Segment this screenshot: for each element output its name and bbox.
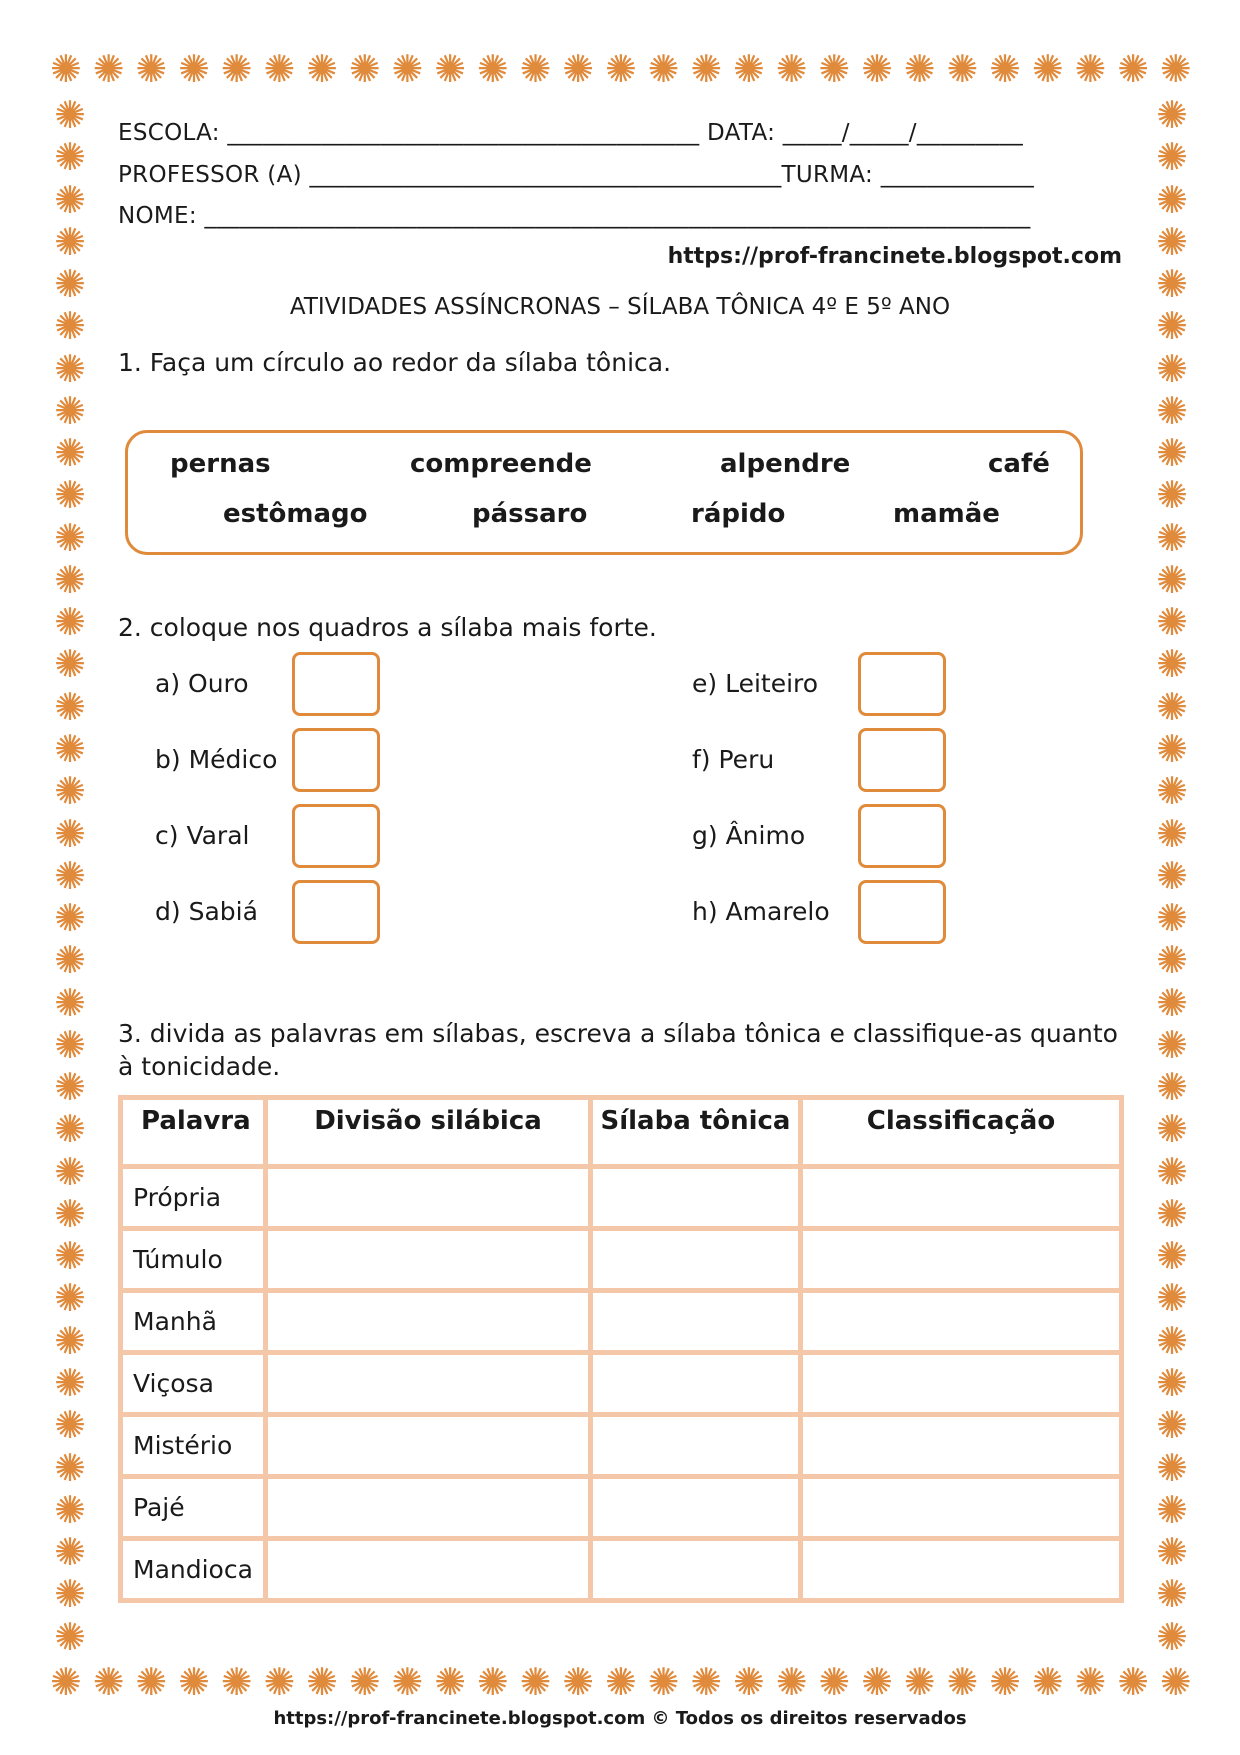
flower-icon: ✺ bbox=[604, 1660, 637, 1704]
word-item: mamãe bbox=[893, 499, 1000, 529]
flower-icon: ✺ bbox=[54, 1149, 86, 1194]
syllable-table bbox=[118, 1095, 1124, 1603]
word-cell: Manhã bbox=[123, 1293, 263, 1350]
flower-icon: ✺ bbox=[54, 473, 86, 518]
table-row bbox=[123, 1541, 1119, 1598]
answer-box[interactable] bbox=[292, 880, 380, 944]
classification-cell[interactable] bbox=[803, 1169, 1119, 1226]
flower-icon: ✺ bbox=[54, 938, 86, 983]
flower-icon: ✺ bbox=[348, 1660, 381, 1704]
flower-icon: ✺ bbox=[1156, 1149, 1188, 1194]
flower-icon: ✺ bbox=[1156, 684, 1188, 729]
flower-icon: ✺ bbox=[54, 262, 86, 307]
item-label: g) Ânimo bbox=[692, 821, 806, 850]
item-label: a) Ouro bbox=[155, 669, 249, 698]
flower-icon: ✺ bbox=[54, 388, 86, 433]
flower-icon: ✺ bbox=[1117, 1660, 1150, 1704]
flower-icon: ✺ bbox=[1156, 853, 1188, 898]
tonic-cell[interactable] bbox=[593, 1355, 798, 1412]
flower-icon: ✺ bbox=[1156, 1360, 1188, 1405]
flower-icon: ✺ bbox=[775, 1660, 808, 1704]
answer-box[interactable] bbox=[858, 728, 946, 792]
flower-icon: ✺ bbox=[54, 1234, 86, 1279]
flower-icon: ✺ bbox=[989, 1660, 1021, 1704]
flower-icon: ✺ bbox=[690, 1660, 723, 1704]
word-cell: Viçosa bbox=[123, 1355, 263, 1412]
flower-icon: ✺ bbox=[1156, 938, 1188, 983]
flower-icon: ✺ bbox=[1156, 980, 1188, 1025]
teacher-class-line: PROFESSOR (A) ________________________________________TURMA: _____________ bbox=[118, 162, 1035, 188]
flower-icon: ✺ bbox=[476, 1660, 509, 1704]
item-label: c) Varal bbox=[155, 821, 250, 850]
flower-icon: ✺ bbox=[1031, 47, 1064, 91]
flower-icon: ✺ bbox=[946, 47, 979, 91]
page-title: ATIVIDADES ASSÍNCRONAS – SÍLABA TÔNICA 4º E 5º ANO bbox=[289, 294, 951, 320]
flower-icon: ✺ bbox=[733, 1660, 765, 1704]
flower-icon: ✺ bbox=[50, 47, 82, 91]
flower-icon: ✺ bbox=[562, 1660, 595, 1704]
classification-cell[interactable] bbox=[803, 1541, 1119, 1598]
question-3-prompt: 3. divida as palavras em sílabas, escreva a sílaba tônica e classifique-as quanto bbox=[118, 1019, 1118, 1048]
answer-box[interactable] bbox=[292, 652, 380, 716]
flower-icon: ✺ bbox=[54, 431, 86, 476]
flower-icon: ✺ bbox=[391, 47, 424, 91]
question-3-prompt-cont: à tonicidade. bbox=[118, 1052, 281, 1081]
tonic-cell[interactable] bbox=[593, 1231, 798, 1288]
flower-icon: ✺ bbox=[54, 811, 86, 856]
table-row bbox=[123, 1231, 1119, 1288]
flower-icon: ✺ bbox=[1156, 1445, 1188, 1490]
table-row bbox=[123, 1479, 1119, 1536]
border-top bbox=[50, 47, 1192, 91]
flower-icon: ✺ bbox=[1156, 1403, 1188, 1448]
word-item: pássaro bbox=[472, 499, 588, 529]
classification-cell[interactable] bbox=[803, 1355, 1119, 1412]
flower-icon: ✺ bbox=[263, 47, 296, 91]
flower-icon: ✺ bbox=[54, 1487, 86, 1532]
flower-icon: ✺ bbox=[775, 47, 808, 91]
flower-icon: ✺ bbox=[1156, 600, 1188, 645]
flower-icon: ✺ bbox=[54, 1276, 86, 1321]
flower-icon: ✺ bbox=[54, 980, 86, 1025]
flower-icon: ✺ bbox=[1156, 1276, 1188, 1321]
division-cell[interactable] bbox=[268, 1541, 588, 1598]
flower-icon: ✺ bbox=[54, 304, 86, 349]
flower-icon: ✺ bbox=[54, 600, 86, 645]
tonic-cell[interactable] bbox=[593, 1479, 798, 1536]
flower-icon: ✺ bbox=[1156, 811, 1188, 856]
flower-icon: ✺ bbox=[391, 1660, 424, 1704]
answer-box[interactable] bbox=[292, 728, 380, 792]
flower-icon: ✺ bbox=[1156, 896, 1188, 941]
column-header: Divisão silábica bbox=[268, 1100, 588, 1164]
word-cell: Pajé bbox=[123, 1479, 263, 1536]
column-header: Sílaba tônica bbox=[593, 1100, 798, 1164]
flower-icon: ✺ bbox=[1156, 642, 1188, 687]
flower-icon: ✺ bbox=[946, 1660, 979, 1704]
table-header-row bbox=[123, 1100, 1119, 1164]
flower-icon: ✺ bbox=[1031, 1660, 1064, 1704]
flower-icon: ✺ bbox=[647, 1660, 680, 1704]
division-cell[interactable] bbox=[268, 1169, 588, 1226]
flower-icon: ✺ bbox=[54, 219, 86, 264]
flower-icon: ✺ bbox=[263, 1660, 296, 1704]
flower-icon: ✺ bbox=[54, 1318, 86, 1363]
word-cell: Túmulo bbox=[123, 1231, 263, 1288]
flower-icon: ✺ bbox=[1156, 1191, 1188, 1236]
flower-icon: ✺ bbox=[1156, 1614, 1188, 1659]
flower-icon: ✺ bbox=[54, 1530, 86, 1575]
border-right bbox=[1152, 93, 1192, 1659]
division-cell[interactable] bbox=[268, 1231, 588, 1288]
flower-icon: ✺ bbox=[1156, 1065, 1188, 1110]
division-cell[interactable] bbox=[268, 1293, 588, 1350]
flower-icon: ✺ bbox=[306, 1660, 338, 1704]
flower-icon: ✺ bbox=[1156, 515, 1188, 560]
flower-icon: ✺ bbox=[306, 47, 338, 91]
flower-icon: ✺ bbox=[54, 1360, 86, 1405]
question-1-prompt: 1. Faça um círculo ao redor da sílaba tônica. bbox=[118, 348, 672, 377]
border-left bbox=[50, 93, 90, 1659]
item-label: f) Peru bbox=[692, 745, 775, 774]
flower-icon: ✺ bbox=[733, 47, 765, 91]
flower-icon: ✺ bbox=[604, 47, 637, 91]
flower-icon: ✺ bbox=[178, 47, 210, 91]
flower-icon: ✺ bbox=[92, 1660, 125, 1704]
flower-icon: ✺ bbox=[54, 135, 86, 180]
flower-icon: ✺ bbox=[54, 177, 86, 222]
tonic-cell[interactable] bbox=[593, 1417, 798, 1474]
flower-icon: ✺ bbox=[647, 47, 680, 91]
flower-icon: ✺ bbox=[54, 684, 86, 729]
school-date-line: ESCOLA: ________________________________________ DATA: _____/_____/_________ bbox=[118, 120, 1024, 146]
flower-icon: ✺ bbox=[54, 346, 86, 391]
classification-cell[interactable] bbox=[803, 1417, 1119, 1474]
flower-icon: ✺ bbox=[1074, 47, 1107, 91]
site-url: https://prof-francinete.blogspot.com bbox=[667, 244, 1122, 269]
flower-icon: ✺ bbox=[861, 1660, 893, 1704]
word-item: café bbox=[988, 449, 1050, 479]
flower-icon: ✺ bbox=[1117, 47, 1150, 91]
tonic-cell[interactable] bbox=[593, 1541, 798, 1598]
flower-icon: ✺ bbox=[1156, 1022, 1188, 1067]
word-item: rápido bbox=[691, 499, 786, 529]
table-row bbox=[123, 1355, 1119, 1412]
flower-icon: ✺ bbox=[519, 47, 552, 91]
flower-icon: ✺ bbox=[903, 1660, 936, 1704]
flower-icon: ✺ bbox=[1156, 1318, 1188, 1363]
flower-icon: ✺ bbox=[54, 1614, 86, 1659]
flower-icon: ✺ bbox=[1156, 1107, 1188, 1152]
flower-icon: ✺ bbox=[562, 47, 595, 91]
flower-icon: ✺ bbox=[1156, 1572, 1188, 1617]
flower-icon: ✺ bbox=[54, 896, 86, 941]
column-header: Palavra bbox=[123, 1100, 263, 1164]
classification-cell[interactable] bbox=[803, 1293, 1119, 1350]
flower-icon: ✺ bbox=[54, 1403, 86, 1448]
flower-icon: ✺ bbox=[1156, 431, 1188, 476]
question-2-prompt: 2. coloque nos quadros a sílaba mais forte. bbox=[118, 613, 657, 642]
flower-icon: ✺ bbox=[1156, 388, 1188, 433]
flower-icon: ✺ bbox=[50, 1660, 82, 1704]
flower-icon: ✺ bbox=[1156, 726, 1188, 771]
word-cell: Própria bbox=[123, 1169, 263, 1226]
flower-icon: ✺ bbox=[220, 47, 253, 91]
division-cell[interactable] bbox=[268, 1355, 588, 1412]
flower-icon: ✺ bbox=[54, 853, 86, 898]
word-box bbox=[125, 430, 1083, 555]
word-item: estômago bbox=[223, 499, 368, 529]
classification-cell[interactable] bbox=[803, 1479, 1119, 1536]
flower-icon: ✺ bbox=[1159, 1660, 1192, 1704]
flower-icon: ✺ bbox=[135, 47, 168, 91]
answer-box[interactable] bbox=[292, 804, 380, 868]
flower-icon: ✺ bbox=[54, 769, 86, 814]
name-line: NOME: ______________________________________________________________________ bbox=[118, 203, 1031, 229]
answer-box[interactable] bbox=[858, 880, 946, 944]
flower-icon: ✺ bbox=[1156, 346, 1188, 391]
flower-icon: ✺ bbox=[1156, 473, 1188, 518]
flower-icon: ✺ bbox=[1156, 177, 1188, 222]
flower-icon: ✺ bbox=[54, 1191, 86, 1236]
flower-icon: ✺ bbox=[54, 557, 86, 602]
flower-icon: ✺ bbox=[818, 47, 851, 91]
flower-icon: ✺ bbox=[1156, 304, 1188, 349]
flower-icon: ✺ bbox=[434, 47, 467, 91]
division-cell[interactable] bbox=[268, 1479, 588, 1536]
word-cell: Mandioca bbox=[123, 1541, 263, 1598]
item-label: b) Médico bbox=[155, 745, 278, 774]
flower-icon: ✺ bbox=[434, 1660, 467, 1704]
table-row bbox=[123, 1293, 1119, 1350]
flower-icon: ✺ bbox=[1159, 47, 1192, 91]
word-item: pernas bbox=[170, 449, 271, 479]
item-label: e) Leiteiro bbox=[692, 669, 819, 698]
flower-icon: ✺ bbox=[476, 47, 509, 91]
word-item: alpendre bbox=[720, 449, 851, 479]
flower-icon: ✺ bbox=[92, 47, 125, 91]
item-label: h) Amarelo bbox=[692, 897, 830, 926]
flower-icon: ✺ bbox=[1156, 1487, 1188, 1532]
flower-icon: ✺ bbox=[519, 1660, 552, 1704]
footer-copyright: https://prof-francinete.blogspot.com © Todos os direitos reservados bbox=[273, 1708, 967, 1729]
table-row bbox=[123, 1169, 1119, 1226]
flower-icon: ✺ bbox=[54, 515, 86, 560]
flower-icon: ✺ bbox=[1156, 135, 1188, 180]
word-cell: Mistério bbox=[123, 1417, 263, 1474]
flower-icon: ✺ bbox=[54, 642, 86, 687]
flower-icon: ✺ bbox=[1156, 1530, 1188, 1575]
flower-icon: ✺ bbox=[818, 1660, 851, 1704]
flower-icon: ✺ bbox=[1074, 1660, 1107, 1704]
word-item: compreende bbox=[410, 449, 592, 479]
flower-icon: ✺ bbox=[1156, 557, 1188, 602]
flower-icon: ✺ bbox=[1156, 769, 1188, 814]
flower-icon: ✺ bbox=[1156, 219, 1188, 264]
column-header: Classificação bbox=[803, 1100, 1119, 1164]
flower-icon: ✺ bbox=[54, 1022, 86, 1067]
flower-icon: ✺ bbox=[178, 1660, 210, 1704]
flower-icon: ✺ bbox=[54, 726, 86, 771]
flower-icon: ✺ bbox=[220, 1660, 253, 1704]
item-label: d) Sabiá bbox=[155, 897, 258, 926]
flower-icon: ✺ bbox=[1156, 262, 1188, 307]
flower-icon: ✺ bbox=[54, 1065, 86, 1110]
flower-icon: ✺ bbox=[1156, 93, 1188, 137]
flower-icon: ✺ bbox=[989, 47, 1021, 91]
border-bottom bbox=[50, 1660, 1192, 1704]
table-row bbox=[123, 1417, 1119, 1474]
tonic-cell[interactable] bbox=[593, 1169, 798, 1226]
flower-icon: ✺ bbox=[690, 47, 723, 91]
flower-icon: ✺ bbox=[54, 93, 86, 137]
flower-icon: ✺ bbox=[903, 47, 936, 91]
classification-cell[interactable] bbox=[803, 1231, 1119, 1288]
flower-icon: ✺ bbox=[54, 1445, 86, 1490]
flower-icon: ✺ bbox=[1156, 1234, 1188, 1279]
flower-icon: ✺ bbox=[348, 47, 381, 91]
flower-icon: ✺ bbox=[861, 47, 893, 91]
answer-box[interactable] bbox=[858, 652, 946, 716]
flower-icon: ✺ bbox=[54, 1107, 86, 1152]
flower-icon: ✺ bbox=[135, 1660, 168, 1704]
tonic-cell[interactable] bbox=[593, 1293, 798, 1350]
answer-box[interactable] bbox=[858, 804, 946, 868]
division-cell[interactable] bbox=[268, 1417, 588, 1474]
flower-icon: ✺ bbox=[54, 1572, 86, 1617]
